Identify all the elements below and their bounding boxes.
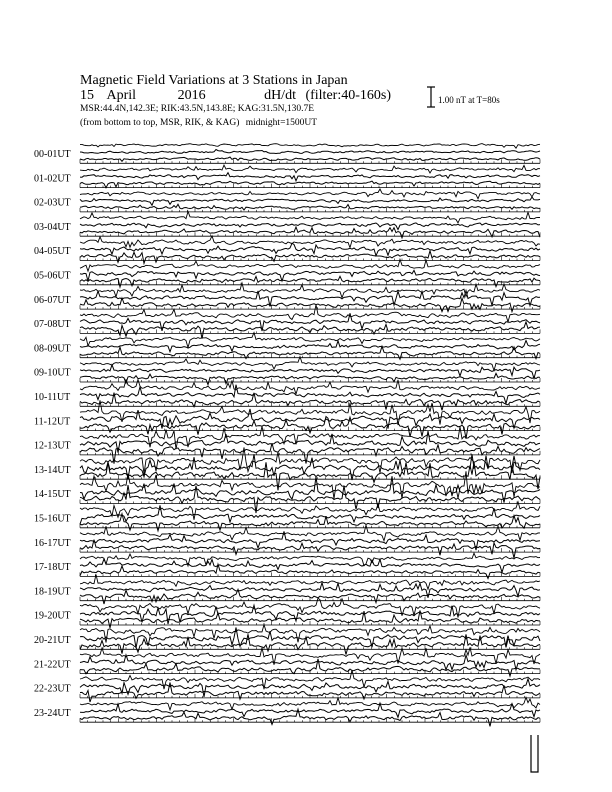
trace-msr: [80, 485, 540, 513]
trace-kag: [80, 259, 540, 271]
hour-label: 13-14UT: [34, 464, 71, 476]
quantity-label: dH/dt: [264, 88, 296, 103]
minute-ticks: [80, 645, 540, 649]
filter-label: (filter:40-160s): [305, 88, 391, 103]
trace-kag: [80, 189, 540, 199]
hour-label: 06-07UT: [34, 294, 71, 306]
trace-kag: [80, 697, 540, 710]
station-coordinates: MSR:44.4N,142.3E; RIK:43.5N,143.8E; KAG:31.5N,130.7E: [80, 104, 315, 114]
trace-rik: [80, 197, 540, 205]
year-label: 2016: [177, 88, 206, 103]
trace-rik: [80, 559, 540, 572]
day-label: 15: [80, 88, 94, 103]
trace-rik: [80, 703, 540, 717]
minute-ticks: [80, 402, 540, 406]
trace-msr: [80, 683, 540, 703]
trace-rik: [80, 583, 540, 598]
trace-kag: [80, 165, 540, 173]
hour-label: 17-18UT: [34, 562, 71, 574]
trace-kag: [80, 357, 540, 371]
trace-rik: [80, 223, 540, 230]
chart-title: Magnetic Field Variations at 3 Stations in Japan: [80, 73, 348, 88]
hour-label: 14-15UT: [34, 489, 71, 501]
trace-rik: [80, 655, 540, 670]
trace-kag: [80, 283, 540, 298]
trace-kag: [80, 647, 540, 664]
hour-label: 07-08UT: [34, 319, 71, 331]
trace-rik: [80, 341, 540, 352]
hour-label: 22-23UT: [34, 683, 71, 695]
trace-rik: [80, 243, 540, 255]
midnight-note: midnight=1500UT: [245, 118, 318, 128]
trace-rik: [80, 150, 540, 154]
trace-msr: [80, 373, 540, 384]
minute-ticks: [80, 500, 540, 504]
trace-rik: [80, 291, 540, 307]
trace-msr: [80, 514, 540, 531]
minute-ticks: [80, 572, 540, 576]
minute-ticks: [80, 208, 540, 212]
scale-label: 1.00 nT at T=80s: [438, 95, 500, 105]
hour-label: 01-02UT: [34, 173, 71, 185]
hour-label: 05-06UT: [34, 270, 71, 282]
trace-kag: [80, 212, 540, 223]
minute-ticks: [80, 184, 540, 188]
hour-label: 08-09UT: [34, 343, 71, 355]
hour-label: 12-13UT: [34, 440, 71, 452]
trace-rik: [80, 173, 540, 181]
hour-label: 20-21UT: [34, 635, 71, 646]
hour-label: 23-24UT: [34, 707, 71, 719]
hour-label: 21-22UT: [34, 659, 71, 671]
trace-kag: [80, 236, 540, 248]
trace-excursion: [531, 735, 538, 772]
trace-rik: [80, 505, 540, 524]
trace-kag: [80, 144, 540, 149]
station-order-note: (from bottom to top, MSR, RIK, & KAG): [80, 118, 240, 128]
minute-ticks: [80, 524, 540, 528]
hour-label: 18-19UT: [34, 586, 71, 598]
month-label: April: [106, 88, 137, 103]
hour-label: 10-11UT: [34, 392, 71, 403]
minute-ticks: [80, 451, 540, 455]
hour-label: 11-12UT: [34, 416, 71, 428]
hour-label: 04-05UT: [34, 246, 71, 258]
hour-label: 15-16UT: [34, 513, 71, 525]
hour-label: 00-01UT: [34, 149, 71, 160]
hour-label: 09-10UT: [34, 367, 71, 379]
hour-label: 19-20UT: [34, 610, 71, 622]
minute-ticks: [80, 548, 540, 552]
minute-ticks: [80, 159, 540, 163]
hour-label: 03-04UT: [34, 221, 71, 233]
hour-label: 16-17UT: [34, 537, 71, 549]
hour-label: 02-03UT: [34, 197, 71, 209]
